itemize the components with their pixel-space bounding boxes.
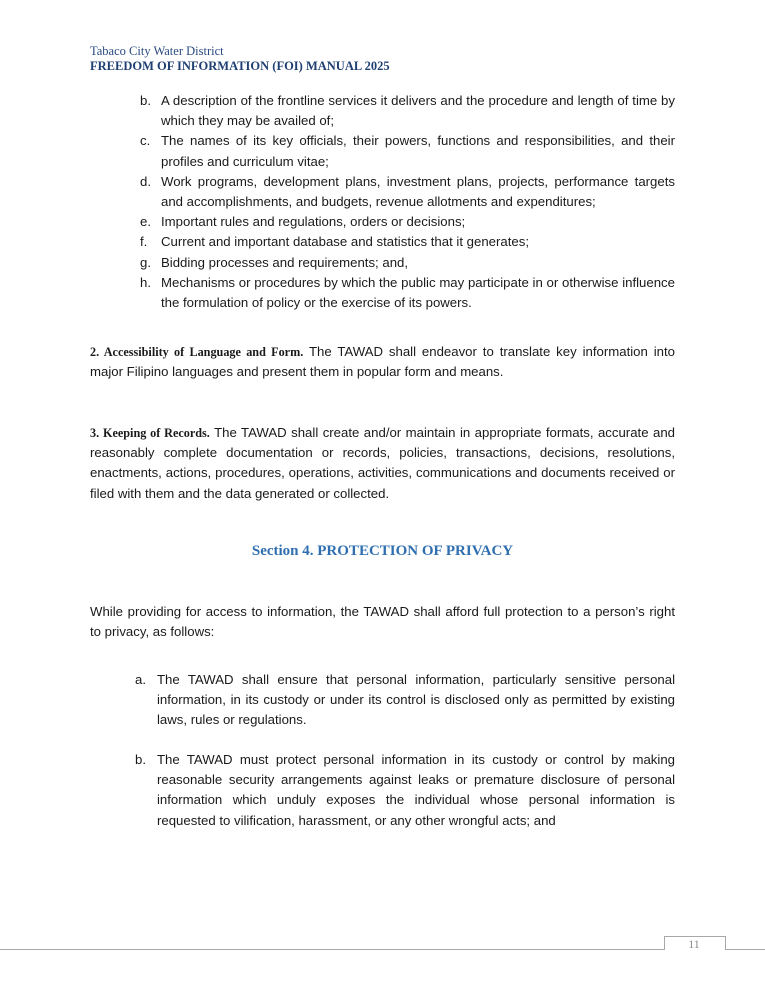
header-manual-title: FREEDOM OF INFORMATION (FOI) MANUAL 2025 bbox=[90, 59, 390, 73]
list-item bbox=[135, 670, 675, 731]
section-intro: While providing for access to information, the TAWAD shall afford full protection to a person’s right to privacy, as follows: bbox=[90, 604, 675, 640]
header-organization: Tabaco City Water District bbox=[90, 44, 224, 58]
list-marker: b. bbox=[135, 752, 146, 767]
list-item bbox=[140, 212, 675, 232]
list-marker: e. bbox=[140, 214, 151, 230]
paragraph-lead: 2. Accessibility of Language and Form. bbox=[90, 345, 304, 359]
list-item bbox=[135, 750, 675, 831]
list-item bbox=[140, 232, 675, 252]
page-header bbox=[90, 44, 390, 74]
paragraph-lead: 3. Keeping of Records. bbox=[90, 426, 210, 440]
list-marker: b. bbox=[140, 93, 151, 108]
list-item bbox=[140, 253, 675, 273]
list-marker: f. bbox=[140, 234, 148, 250]
list-item-text: The TAWAD shall ensure that personal information, particularly sensitive personal information, in its custody or under its control is disclosed only as permitted by existing laws, rules or regulations. bbox=[157, 672, 675, 728]
list-item-text: A description of the frontline services it delivers and the procedure and length of time by which they may be availed of; bbox=[161, 93, 675, 129]
list-item-text: The TAWAD must protect personal information in its custody or control by making reasonable security arrangements against leaks or premature disclosure of personal information which unduly exposes the individual whose personal information is requested to vilification, harassment, or any other wrongful acts; and bbox=[157, 752, 675, 828]
privacy-item-b bbox=[135, 750, 675, 831]
list-marker: c. bbox=[140, 133, 151, 149]
list-item-text: The names of its key officials, their powers, functions and responsibilities, and their profiles and curriculum vitae; bbox=[161, 133, 675, 169]
list-marker: a. bbox=[135, 672, 146, 687]
list-item bbox=[140, 172, 675, 212]
page-number: 11 bbox=[688, 937, 700, 951]
list-marker: h. bbox=[140, 274, 151, 290]
list-item-text: Current and important database and statistics that it generates; bbox=[161, 234, 529, 250]
list-item bbox=[140, 131, 675, 171]
list-item-text: Important rules and regulations, orders or decisions; bbox=[161, 214, 466, 230]
privacy-item-a bbox=[135, 670, 675, 731]
paragraph-accessibility bbox=[90, 342, 675, 382]
list-marker: d. bbox=[140, 173, 151, 189]
list-item bbox=[140, 273, 675, 313]
paragraph-text: The TAWAD shall endeavor to translate key information into major Filipino languages and present them in popular form and means. bbox=[90, 344, 675, 380]
list-marker: g. bbox=[140, 254, 151, 270]
list-item-text: Mechanisms or procedures by which the public may participate in or otherwise influence the formulation of policy or the exercise of its powers. bbox=[161, 274, 675, 311]
paragraph-text: The TAWAD shall create and/or maintain in appropriate formats, accurate and reasonably complete documentation or records, policies, transactions, decisions, resolutions, enactments, actions, procedures, operations, activities, communications and documents received or filed with them and the data generated or collected. bbox=[90, 425, 675, 501]
list-item-text: Bidding processes and requirements; and, bbox=[161, 254, 409, 270]
section-heading: Section 4. PROTECTION OF PRIVACY bbox=[251, 543, 514, 559]
list-item bbox=[140, 91, 675, 131]
list-item-text: Work programs, development plans, investment plans, projects, performance targets and accomplishments, and budgets, revenue allotments and expenditures; bbox=[161, 173, 675, 210]
records-list bbox=[140, 91, 675, 313]
footer-divider bbox=[0, 949, 765, 950]
paragraph-keeping-records bbox=[90, 423, 675, 504]
